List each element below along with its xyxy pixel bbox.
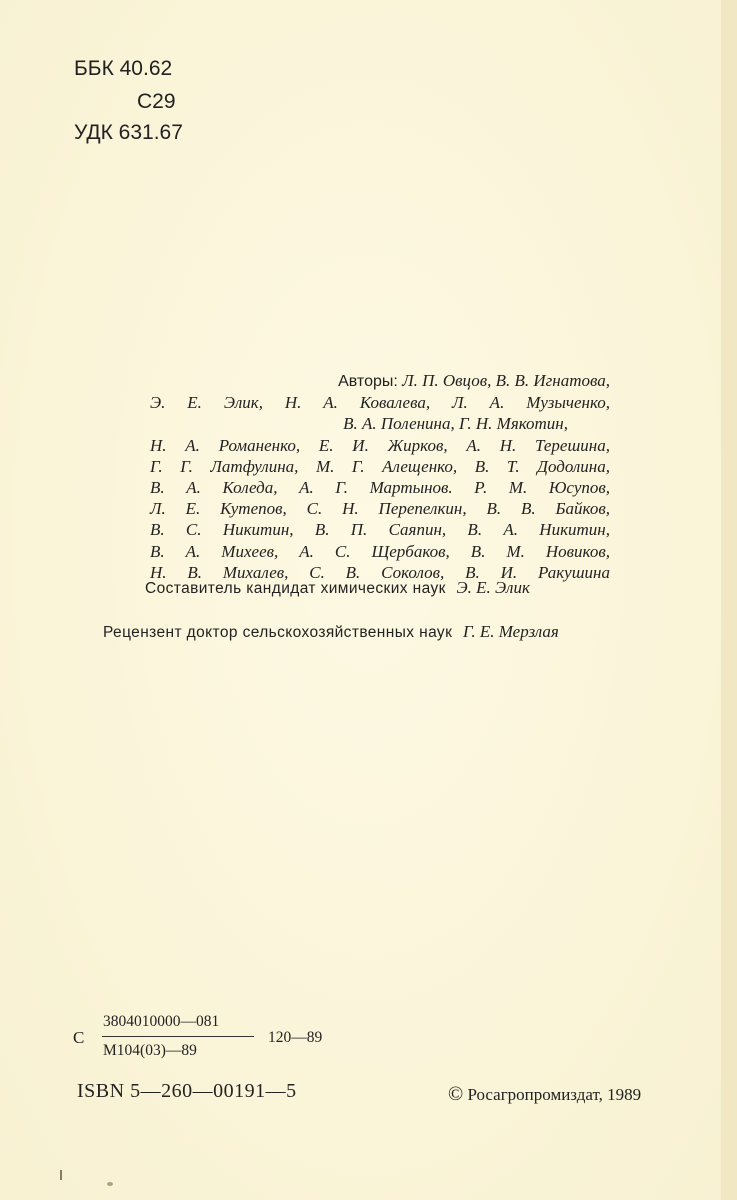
authors-line-2: Э. Е. Элик, Н. А. Ковалева, Л. А. Музыченко,	[150, 393, 610, 413]
reviewer-line	[103, 622, 559, 642]
authors-line-7: Л. Е. Кутепов, С. Н. Перепелкин, В. В. Байков,	[150, 499, 610, 519]
authors-line-9: В. А. Михеев, А. С. Щербаков, В. М. Новиков,	[150, 541, 610, 561]
copyright-symbol: ©	[448, 1083, 464, 1105]
compiler-label: Составитель кандидат химических наук	[145, 580, 446, 597]
author-mark: С29	[137, 90, 176, 113]
bbk-code: ББК 40.62	[74, 57, 173, 80]
authors-label: Авторы:	[338, 373, 398, 390]
reviewer-label: Рецензент доктор сельскохозяйственных наук	[103, 624, 453, 641]
imprint-numerator: 3804010000—081	[103, 1013, 220, 1030]
authors-line-5: Г. Г. Латфулина, М. Г. Алещенко, В. Т. Додолина,	[150, 456, 610, 476]
imprint-letter: С	[73, 1028, 85, 1047]
copyright-text: Росагропромиздат, 1989	[467, 1085, 642, 1104]
copyright-line	[448, 1083, 641, 1106]
authors-list	[150, 370, 610, 583]
paper-specks	[58, 1168, 118, 1188]
page-edge-shadow	[721, 0, 737, 1200]
fraction-rule	[102, 1036, 254, 1037]
compiler-name: Э. Е. Элик	[456, 578, 530, 597]
authors-line-1: Авторы: Л. П. Овцов, В. В. Игнатова,	[338, 371, 610, 390]
imprint-suffix: 120—89	[268, 1029, 323, 1046]
reviewer-name: Г. Е. Мерзлая	[462, 622, 559, 641]
compiler-line	[145, 578, 530, 598]
authors-line-8: В. С. Никитин, В. П. Саяпин, В. А. Никитин,	[150, 520, 610, 540]
isbn: ISBN 5—260—00191—5	[77, 1080, 297, 1102]
authors-line-3: В. А. Поленина, Г. Н. Мякотин,	[343, 414, 568, 434]
authors-line-10: Н. В. Михалев, С. В. Соколов, В. И. Ракушина	[150, 562, 610, 582]
udk-code: УДК 631.67	[74, 121, 183, 144]
authors-line-6: В. А. Коледа, А. Г. Мартынов. Р. М. Юсупов,	[150, 478, 610, 498]
speck-mark	[60, 1170, 62, 1180]
speck-mark	[107, 1182, 113, 1186]
authors-line-4: Н. А. Романенко, Е. И. Жирков, А. Н. Терешина,	[150, 435, 610, 455]
imprint-denominator: М104(03)—89	[103, 1042, 197, 1059]
